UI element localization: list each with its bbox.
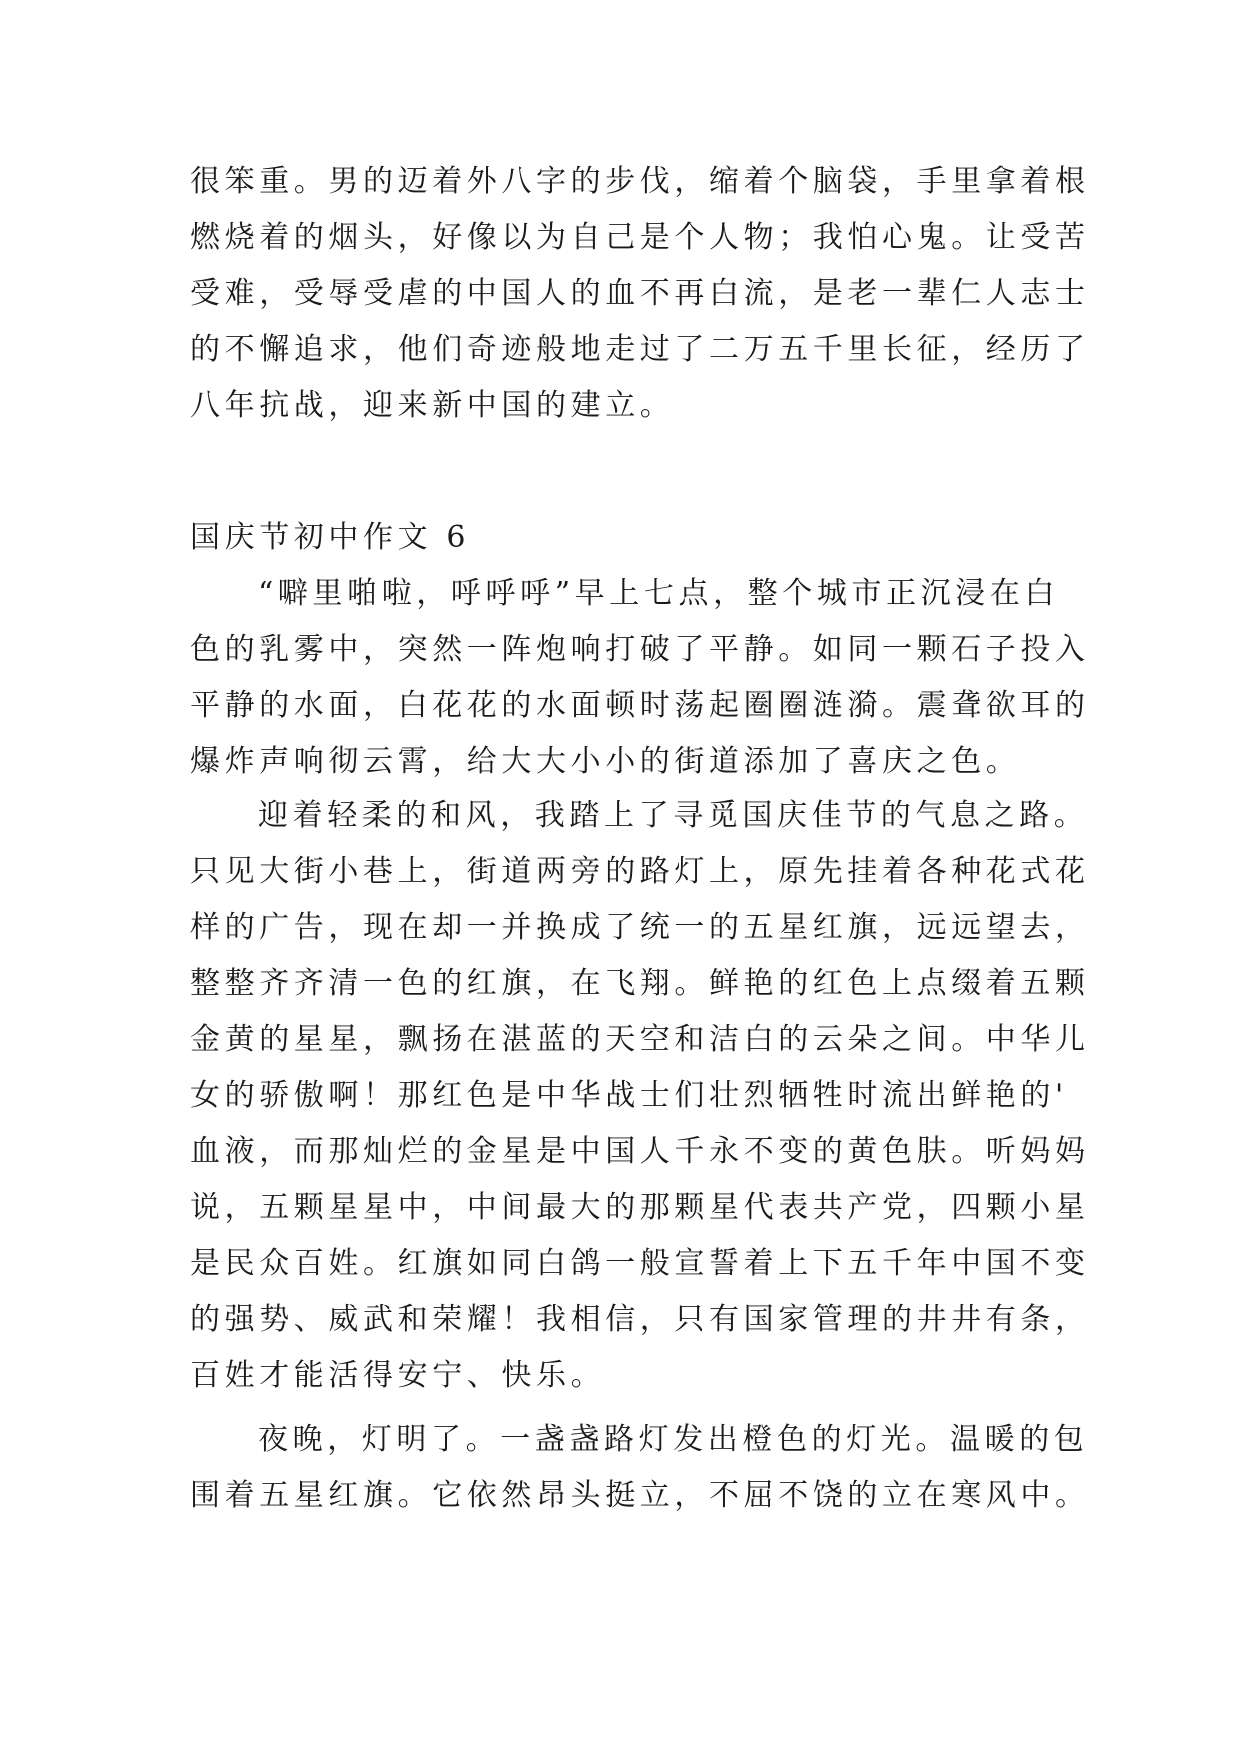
paragraph-line: 说，五颗星星中，中间最大的那颗星代表共产党，四颗小星 <box>190 1190 1090 1225</box>
paragraph-line: 夜晚，灯明了。一盏盏路灯发出橙色的灯光。温暖的包 <box>258 1422 1089 1457</box>
paragraph-line: 迎着轻柔的和风，我踏上了寻觅国庆佳节的气息之路。 <box>258 798 1089 833</box>
paragraph-line: 围着五星红旗。它依然昂头挺立，不屈不饶的立在寒风中。 <box>190 1478 1090 1513</box>
paragraph-line: 只见大街小巷上，街道两旁的路灯上，原先挂着各种花式花 <box>190 854 1090 889</box>
paragraph-2 <box>190 788 1090 1404</box>
paragraph-line: 受难，受辱受虐的中国人的血不再白流，是老一辈仁人志士 <box>190 276 1090 311</box>
paragraph-line: 是民众百姓。红旗如同白鸽一般宣誓着上下五千年中国不变 <box>190 1246 1090 1281</box>
paragraph-line: 的不懈追求，他们奇迹般地走过了二万五千里长征，经历了 <box>190 332 1090 367</box>
paragraph-continued <box>190 154 1090 434</box>
paragraph-line: 的强势、威武和荣耀！我相信，只有国家管理的井井有条， <box>190 1302 1090 1337</box>
paragraph-line: 百姓才能活得安宁、快乐。 <box>190 1358 606 1393</box>
paragraph-3 <box>190 1412 1090 1524</box>
paragraph-line: 爆炸声响彻云霄，给大大小小的街道添加了喜庆之色。 <box>190 744 1021 779</box>
paragraph-1 <box>190 566 1090 790</box>
section-heading <box>190 510 1070 566</box>
paragraph-line: 很笨重。男的迈着外八字的步伐，缩着个脑袋，手里拿着根 <box>190 164 1090 199</box>
paragraph-line: 女的骄傲啊！那红色是中华战士们壮烈牺牲时流出鲜艳的' <box>190 1078 1068 1113</box>
paragraph-line: 平静的水面，白花花的水面顿时荡起圈圈涟漪。震聋欲耳的 <box>190 688 1090 723</box>
paragraph-line: 血液，而那灿烂的金星是中国人千永不变的黄色肤。听妈妈 <box>190 1134 1090 1169</box>
paragraph-line: 样的广告，现在却一并换成了统一的五星红旗，远远望去， <box>190 910 1090 945</box>
paragraph-line: 燃烧着的烟头，好像以为自己是个人物；我怕心鬼。让受苦 <box>190 220 1090 255</box>
paragraph-line: 整整齐齐清一色的红旗，在飞翔。鲜艳的红色上点缀着五颗 <box>190 966 1090 1001</box>
paragraph-line: 金黄的星星，飘扬在湛蓝的天空和洁白的云朵之间。中华儿 <box>190 1022 1090 1057</box>
paragraph-line: 八年抗战，迎来新中国的建立。 <box>190 388 675 423</box>
section-title: 国庆节初中作文 6 <box>190 520 471 555</box>
paragraph-line: 色的乳雾中，突然一阵炮响打破了平静。如同一颗石子投入 <box>190 632 1090 667</box>
paragraph-line: “噼里啪啦，呼呼呼”早上七点，整个城市正沉浸在白 <box>258 576 1060 611</box>
